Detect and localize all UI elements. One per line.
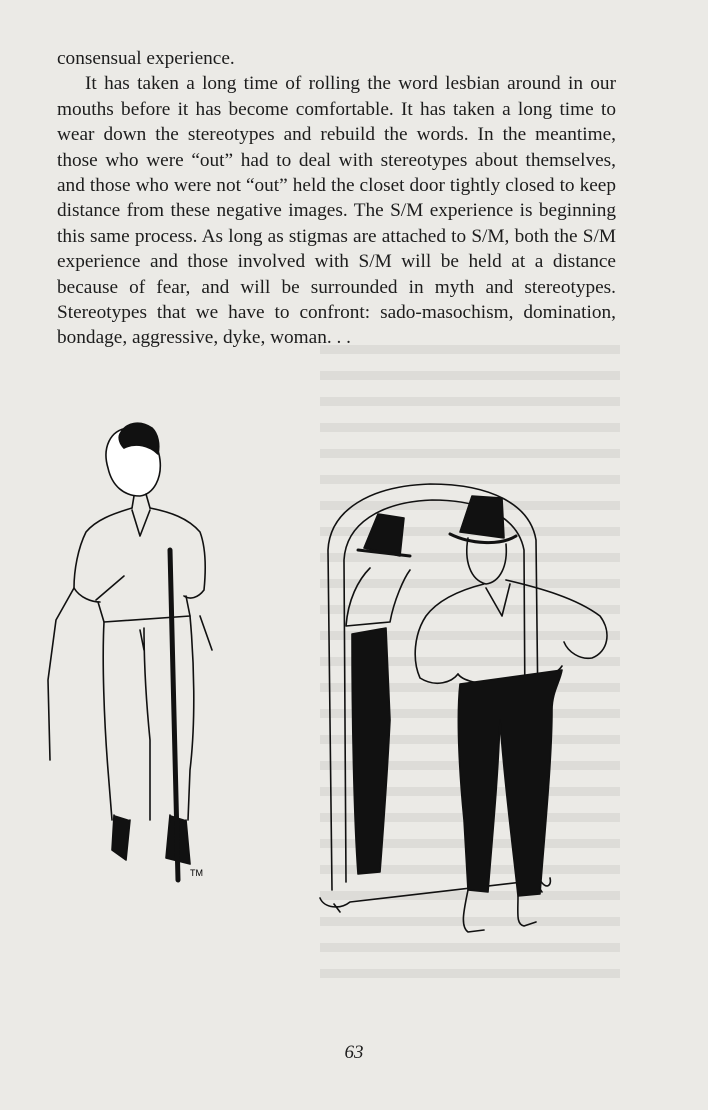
artist-signature: TM: [190, 868, 203, 878]
pen-illustration: [40, 420, 670, 980]
page-number: 63: [344, 1042, 364, 1063]
body-text: [57, 46, 616, 351]
mirror-reflection-figure: [346, 514, 410, 874]
paragraph-continuation: consensual experience.: [57, 48, 235, 69]
standing-figure-with-cane: [48, 423, 212, 880]
paragraph-stereotypes: It has taken a long time of rolling the word lesbian around in our mouths before it has become comfortable. It has taken a long time to wear down the stereotypes and rebuild the words. In the meantime, those who were “out” had to deal with stereotypes about themselves, and those who were not “out” held the closet door tightly closed to keep distance from these negative images. The S/M experience is beginning this same process. As long as stigmas are attached to S/M, both the S/M experience and those involved with S/M will be held at a distance because of fear, and will be surrounded in myth and stereotypes. Stereotypes that we have to confront: sado-masochism, domination, bondage, aggressive, dyke, woman. . .: [57, 73, 616, 349]
figure-in-top-hat: [415, 496, 607, 932]
